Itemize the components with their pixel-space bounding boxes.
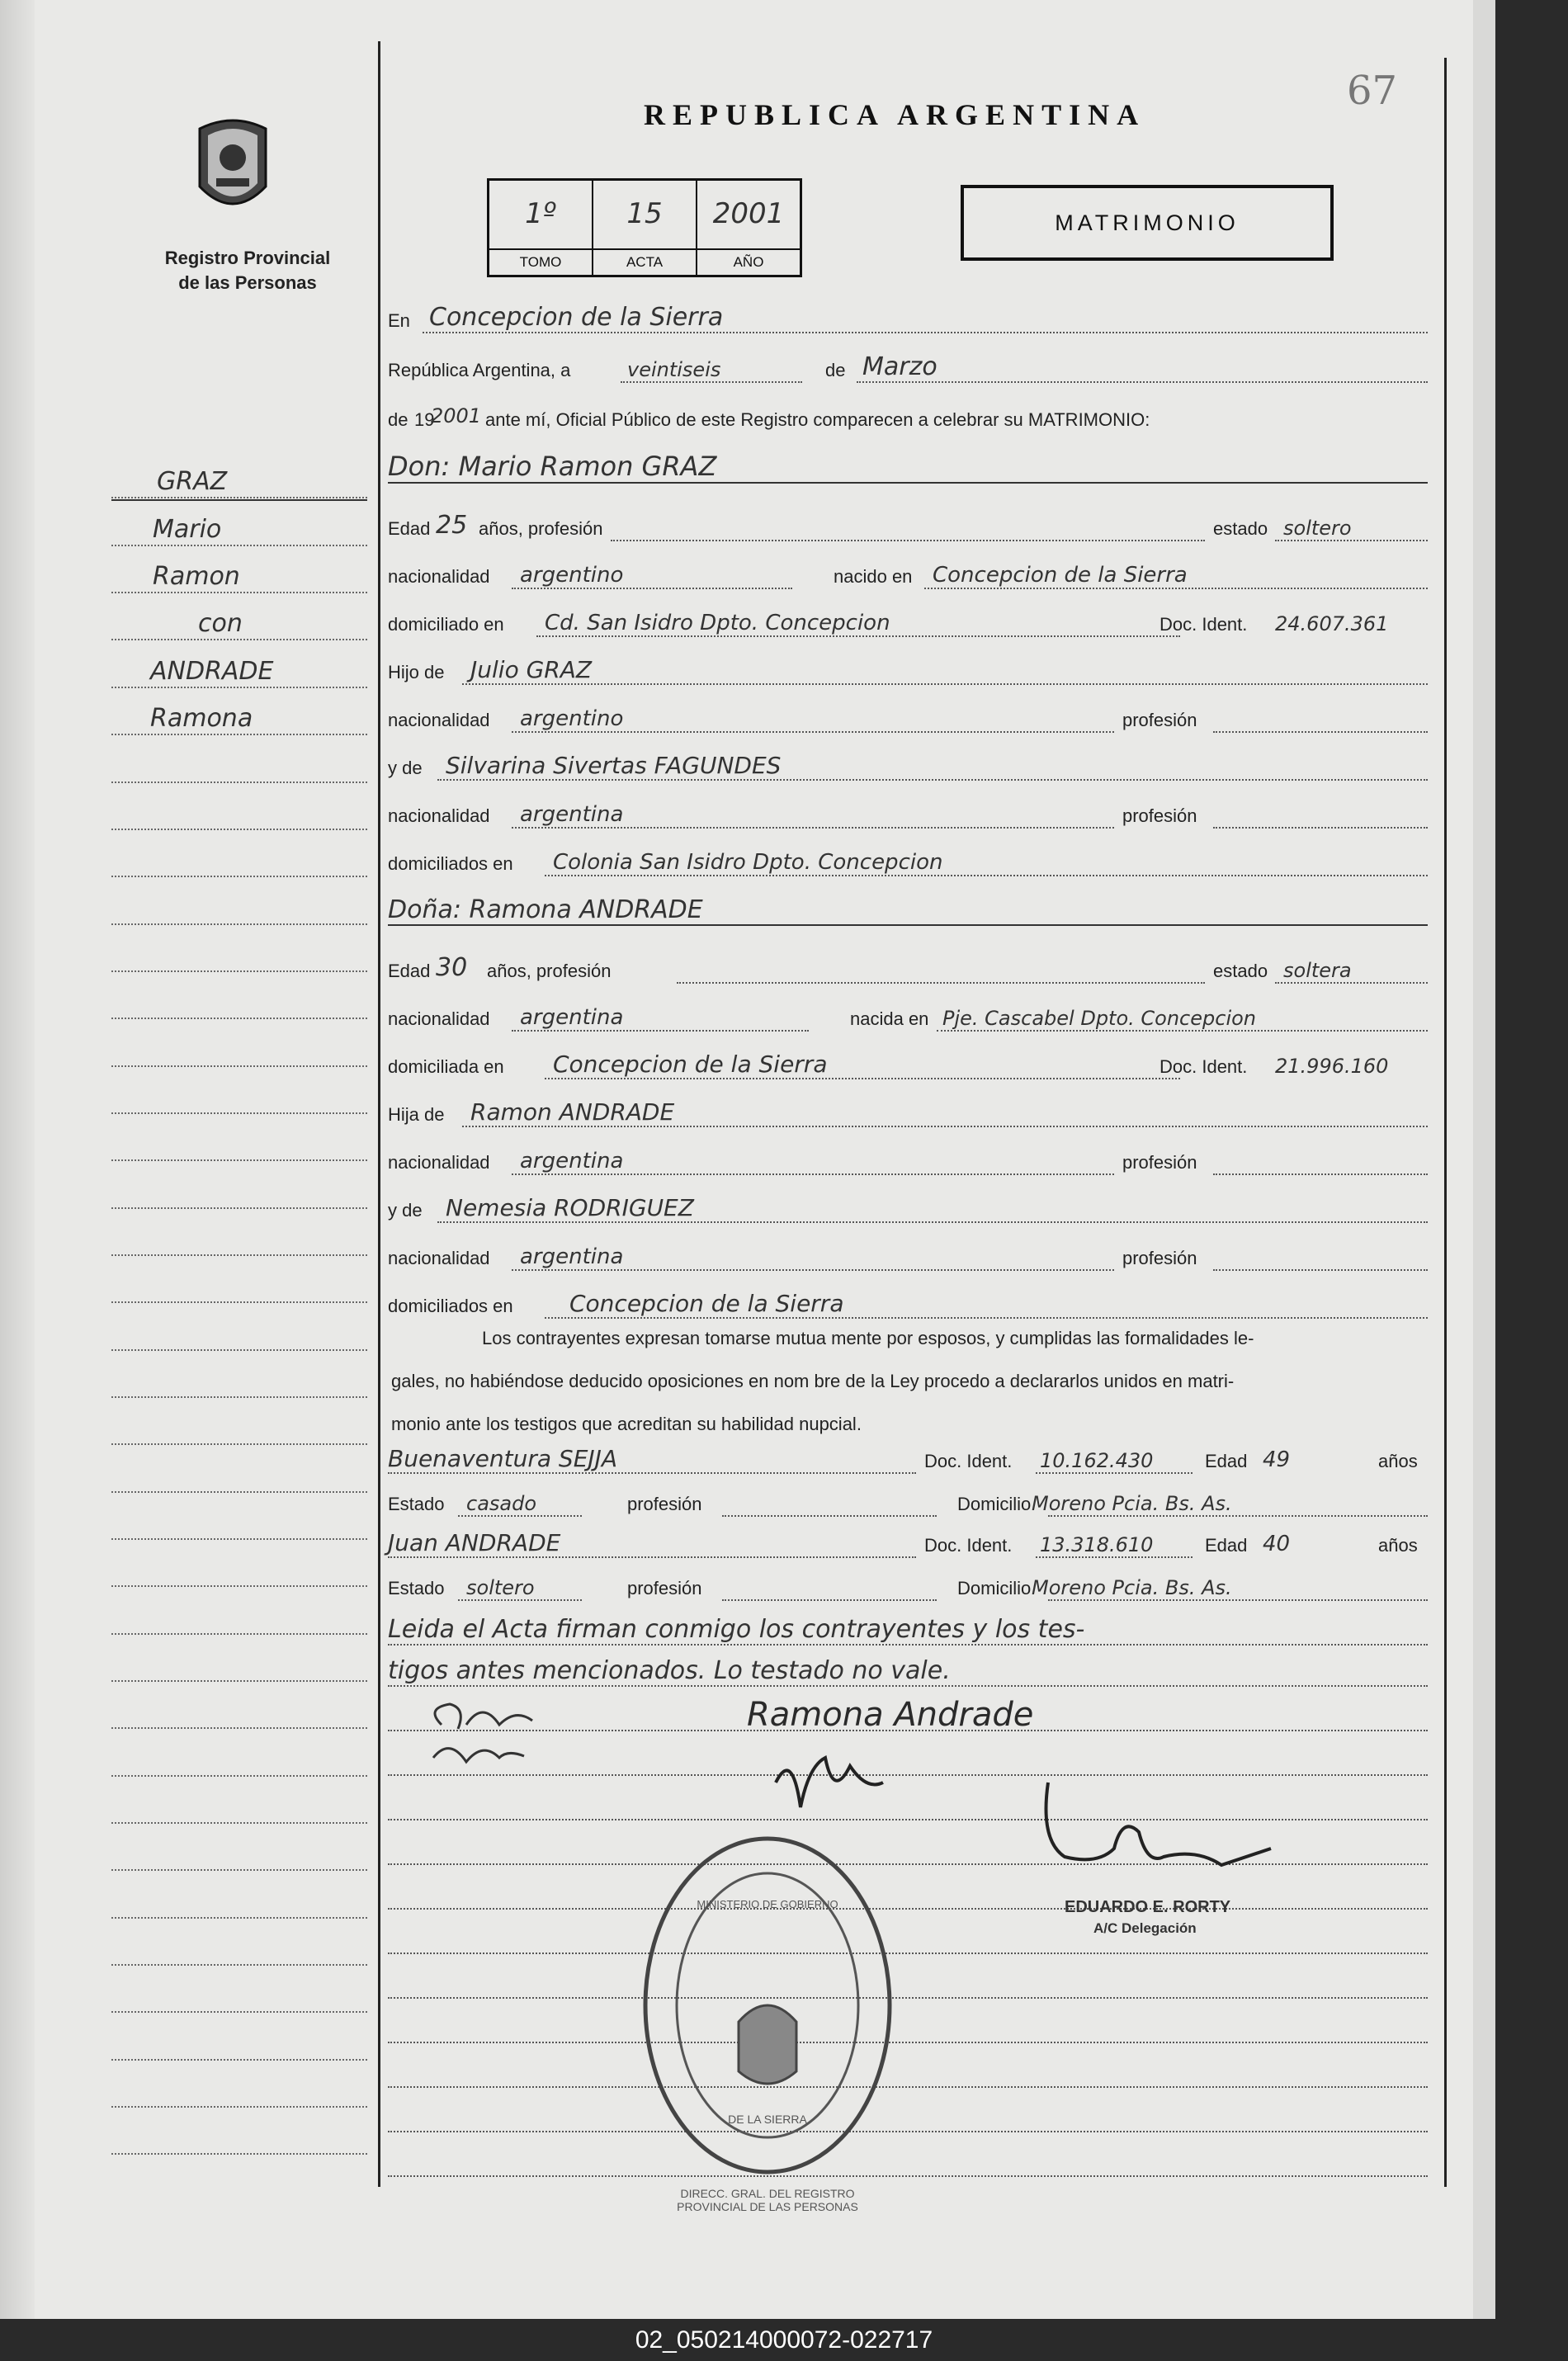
witness1-name: Buenaventura SEJJA	[388, 1445, 618, 1472]
groom-anos-label: años, profesión	[479, 518, 603, 539]
groom-doc: 24.607.361	[1275, 612, 1389, 635]
witness2-doc: 13.318.610	[1040, 1533, 1154, 1556]
groom-dom-label: domiciliado en	[388, 614, 504, 635]
witness2-name: Juan ANDRADE	[388, 1529, 561, 1556]
bride-father: Ramon ANDRADE	[470, 1098, 675, 1126]
sidebar-firstname-groom: Mario	[153, 515, 222, 544]
page-number: 67	[1347, 68, 1398, 114]
row-bride-mother	[388, 1193, 1428, 1226]
month-value: Marzo	[862, 352, 937, 381]
witness2-estado-label: Estado	[388, 1578, 445, 1598]
row-groom-nac	[388, 560, 1428, 593]
province-shield-icon	[191, 112, 274, 221]
row-groom-age	[388, 512, 1428, 545]
row-witness2-estado	[388, 1571, 1428, 1604]
groom-doms-label: domiciliados en	[388, 853, 513, 874]
groom-edad: 25	[436, 511, 468, 540]
row-witness1-estado	[388, 1487, 1428, 1520]
row-groom-dom	[388, 607, 1428, 640]
groom-estado-label: estado	[1213, 518, 1268, 539]
bride-nacida-label: nacida en	[850, 1008, 929, 1029]
de19-label: de	[388, 409, 409, 430]
row-bride-father	[388, 1098, 1428, 1131]
groom-doc-label: Doc. Ident.	[1159, 614, 1248, 635]
bride-nac-label: nacionalidad	[388, 1008, 490, 1029]
groom-signature-icon	[759, 1733, 891, 1824]
groom-nacido-en: Concepcion de la Sierra	[933, 563, 1188, 588]
row-groom-father	[388, 655, 1428, 688]
registry-seal-icon	[640, 1832, 895, 2179]
bride-estado-label: estado	[1213, 961, 1268, 981]
witness1-doc-label: Doc. Ident.	[924, 1451, 1013, 1471]
agency-line-2: de las Personas	[178, 272, 317, 293]
sidebar-firstname-bride: Ramona	[150, 704, 253, 733]
bride-edad-label: Edad	[388, 961, 431, 981]
witness2-dom-label: Domicilio	[957, 1578, 1032, 1598]
groom-hijo-label: Hijo de	[388, 662, 445, 682]
declaration-line-3: monio ante los testigos que acreditan su habilidad nupcial.	[391, 1414, 862, 1434]
groom-name: Don: Mario Ramon GRAZ	[388, 451, 717, 482]
year-print: 19	[414, 409, 435, 430]
groom-mother-nac: argentina	[520, 802, 624, 827]
official-title: A/C Delegación	[1093, 1920, 1197, 1936]
bride-name: Doña: Ramona ANDRADE	[388, 895, 703, 924]
row-bride-father-nac	[388, 1145, 1428, 1178]
acta-label: ACTA	[593, 248, 696, 275]
row-year	[388, 403, 1428, 436]
left-column-divider	[378, 41, 380, 2187]
row-groom-mother-nac	[388, 799, 1428, 832]
bride-domicilio: Concepcion de la Sierra	[553, 1051, 828, 1078]
bride-doc: 21.996.160	[1275, 1055, 1389, 1078]
republica-label: República Argentina, a	[388, 360, 571, 380]
groom-nac-label: nacionalidad	[388, 566, 490, 587]
groom-nacionalidad: argentino	[520, 563, 624, 588]
bride-edad: 30	[436, 953, 468, 982]
row-closing-1	[388, 1616, 1428, 1649]
witness2-domicilio: Moreno Pcia. Bs. As.	[1032, 1576, 1232, 1599]
groom-mother: Silvarina Sivertas FAGUNDES	[446, 752, 782, 779]
groom-domicilio: Cd. San Isidro Dpto. Concepcion	[545, 611, 890, 635]
row-bride-mother-nac	[388, 1241, 1428, 1274]
row-bride-age	[388, 954, 1428, 987]
tomo-value: 1º	[525, 197, 556, 230]
bride-father-prof-label: profesión	[1122, 1152, 1197, 1173]
anio-label: AÑO	[697, 248, 800, 275]
bride-parents-dom: Concepcion de la Sierra	[569, 1290, 844, 1317]
witness1-estado: casado	[466, 1492, 537, 1515]
groom-father-nac-label: nacionalidad	[388, 710, 490, 730]
groom-father-nac: argentino	[520, 706, 624, 731]
witness1-doc: 10.162.430	[1040, 1449, 1154, 1472]
row-witness1	[388, 1444, 1428, 1477]
en-label: En	[388, 310, 410, 331]
tomo-cell	[489, 181, 593, 275]
row-place	[388, 304, 1428, 337]
official-name: EDUARDO E. RORTY	[1065, 1898, 1231, 1916]
bride-mother-nac-label: nacionalidad	[388, 1248, 490, 1268]
groom-estado: soltero	[1283, 517, 1352, 540]
witness-signature-1-icon	[417, 1692, 598, 1783]
row-bride-dom	[388, 1050, 1428, 1083]
bride-father-nac-label: nacionalidad	[388, 1152, 490, 1173]
sidebar-con: con	[198, 609, 243, 638]
anio-value: 2001	[712, 197, 785, 230]
bride-yde-label: y de	[388, 1200, 423, 1221]
bride-father-nac: argentina	[520, 1149, 624, 1173]
witness1-domicilio: Moreno Pcia. Bs. As.	[1032, 1492, 1232, 1515]
groom-parents-dom: Colonia San Isidro Dpto. Concepcion	[553, 850, 943, 875]
declaration-paragraph	[391, 1317, 1429, 1446]
binding-edge	[0, 0, 35, 2319]
declaration-line-2: gales, no habiéndose deducido oposiciones en nom bre de la Ley procedo a declararlos unidos en matri-	[391, 1371, 1235, 1391]
witness1-dom-label: Domicilio	[957, 1494, 1032, 1514]
de-label: de	[825, 360, 846, 380]
row-groom-parents-dom	[388, 847, 1428, 880]
witness2-estado: soltero	[466, 1576, 535, 1599]
witness2-edad-label: Edad	[1205, 1535, 1248, 1556]
footer-file-id: 02_050214000072-022717	[635, 2326, 933, 2354]
groom-father-prof-label: profesión	[1122, 710, 1197, 730]
bride-doc-label: Doc. Ident.	[1159, 1056, 1248, 1077]
row-date	[388, 353, 1428, 386]
groom-mother-prof-label: profesión	[1122, 805, 1197, 826]
witness1-edad: 49	[1263, 1447, 1291, 1472]
year-value: 2001	[431, 404, 482, 427]
witness2-prof-label: profesión	[627, 1578, 702, 1598]
stamp-text: DIRECC. GRAL. DEL REGISTRO PROVINCIAL DE LAS PERSONAS	[677, 2187, 858, 2213]
intro-text: ante mí, Oficial Público de este Registro comparecen a celebrar su MATRIMONIO:	[485, 409, 1150, 430]
stamp-inner-text: MINISTERIO DE GOBIERNO	[697, 1898, 838, 1910]
registry-box	[487, 178, 802, 277]
row-bride-name	[388, 896, 1428, 929]
row-witness2	[388, 1528, 1428, 1561]
acta-value: 15	[626, 197, 663, 230]
right-frame-line	[1444, 58, 1447, 2187]
bride-mother-prof-label: profesión	[1122, 1248, 1197, 1268]
acta-cell	[593, 181, 697, 275]
witness2-edad: 40	[1263, 1532, 1291, 1556]
groom-nacido-label: nacido en	[834, 566, 913, 587]
groom-mother-nac-label: nacionalidad	[388, 805, 490, 826]
bride-mother: Nemesia RODRIGUEZ	[446, 1194, 694, 1221]
bride-dom-label: domiciliada en	[388, 1056, 504, 1077]
official-signature-icon	[1032, 1766, 1279, 1898]
declaration-line-1: Los contrayentes expresan tomarse mutua mente por esposos, y cumplidas las formalidades le-	[482, 1328, 1254, 1348]
agency-line-1: Registro Provincial	[164, 248, 331, 268]
witness1-prof-label: profesión	[627, 1494, 702, 1514]
bride-hija-label: Hija de	[388, 1104, 445, 1125]
row-closing-2	[388, 1657, 1428, 1690]
sidebar-surname-groom: GRAZ	[157, 467, 228, 496]
tomo-label: TOMO	[489, 248, 592, 275]
witness2-anos-label: años	[1378, 1535, 1418, 1556]
row-bride-nac	[388, 1002, 1428, 1035]
row-groom-name	[388, 451, 1428, 487]
witness1-estado-label: Estado	[388, 1494, 445, 1514]
row-groom-father-nac	[388, 703, 1428, 736]
page-right-edge	[1473, 0, 1495, 2319]
anio-cell	[697, 181, 800, 275]
bride-estado: soltera	[1283, 959, 1352, 982]
sidebar-underline	[111, 499, 367, 501]
sidebar-middlename-groom: Ramon	[153, 562, 240, 591]
witness1-edad-label: Edad	[1205, 1451, 1248, 1471]
bride-mother-nac: argentina	[520, 1244, 624, 1269]
groom-father: Julio GRAZ	[470, 656, 593, 683]
bride-nacionalidad: argentina	[520, 1005, 624, 1030]
groom-yde-label: y de	[388, 758, 423, 778]
bride-doms-label: domiciliados en	[388, 1296, 513, 1316]
country-title: REPUBLICA ARGENTINA	[644, 98, 1146, 131]
stamp-bottom-text: DE LA SIERRA	[728, 2113, 807, 2126]
record-type-box: MATRIMONIO	[961, 185, 1334, 261]
bride-anos-label: años, profesión	[487, 961, 612, 981]
closing-line-1: Leida el Acta firman conmigo los contrayentes y los tes-	[388, 1615, 1085, 1644]
closing-line-2: tigos antes mencionados. Lo testado no vale.	[388, 1656, 951, 1685]
bride-nacida-en: Pje. Cascabel Dpto. Concepcion	[942, 1007, 1257, 1030]
day-value: veintiseis	[627, 358, 721, 381]
groom-edad-label: Edad	[388, 518, 431, 539]
row-groom-mother	[388, 751, 1428, 784]
agency-name	[132, 246, 363, 295]
witness2-doc-label: Doc. Ident.	[924, 1535, 1013, 1556]
official-signature-block	[1048, 1898, 1230, 1937]
sidebar-surname-bride: ANDRADE	[150, 657, 274, 686]
witness1-anos-label: años	[1378, 1451, 1418, 1471]
bride-signature: Ramona Andrade	[747, 1696, 1034, 1734]
place-value: Concepcion de la Sierra	[429, 303, 724, 332]
